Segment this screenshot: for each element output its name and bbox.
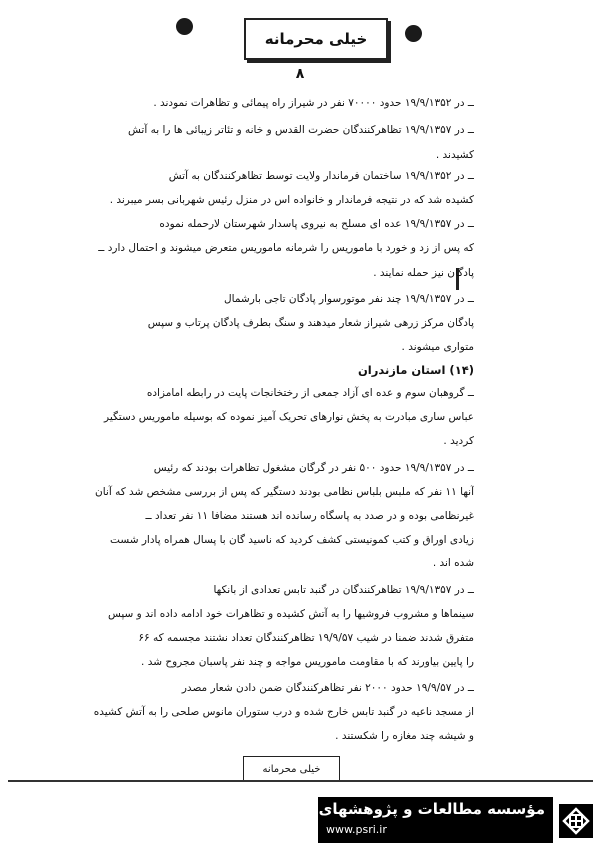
text-line: را پایین بیاورند که با مقاومت ماموریس مواجه و چند نفر پاسبان مجروح شد . xyxy=(141,656,474,668)
classification-stamp-top: خیلی محرمانه xyxy=(244,18,388,60)
text-line: عباس ساری مبادرت به پخش نوارهای تحریک آمیز نموده که بوسیله ماموریس دستگیر xyxy=(104,411,474,423)
bottom-rule xyxy=(8,780,593,782)
text-line: ــ گروهبان سوم و عده ای آزاد جمعی از رختخانجات پایت در رابطه امامزاده xyxy=(146,387,474,399)
text-line: کردید . xyxy=(443,435,474,447)
text-line: کشیدند . xyxy=(435,149,474,161)
text-line: که پس از زد و خورد با ماموریس را شرمانه ماموریس متعرض میشوند و احتمال دارد ــ xyxy=(98,242,474,254)
publisher-banner xyxy=(256,797,553,843)
text-line: متفرق شدند ضمنا در شیب ۱۹/۹/۵۷ تظاهرکنندگان تعداد نشتند مجسمه که ۶۶ xyxy=(138,632,474,644)
page-number: ۸ xyxy=(295,66,305,82)
section-heading: (۱۴) استان مازندران xyxy=(357,363,474,377)
text-line: ــ در ۱۹/۹/۱۳۵۲ حدود ۷۰۰۰۰ نفر در شیراز راه پیمائی و تظاهرات نمودند . xyxy=(153,97,474,109)
punch-hole xyxy=(405,25,422,42)
text-line: زیادی اوراق و کتب کمونیستی کشف کردید که ناسید گان با پسال همراه پادار شست xyxy=(110,534,474,546)
text-line: از مسجد ناعیه در گنبد تابس خارج شده و درب ستوران مانوس صلحی را به آتش کشیده xyxy=(93,706,474,718)
text-line: متواری میشوند . xyxy=(401,341,474,353)
text-line: سینماها و مشروب فروشیها را به آتش کشیده و تظاهرات خود ادامه داده اند و سپس xyxy=(107,608,474,620)
text-line: شده اند . xyxy=(432,557,474,569)
text-line: ــ در ۱۹/۹/۱۳۵۷ تظاهرکنندگان در گنبد تابس تعدادی از بانکها xyxy=(213,584,474,596)
text-line: ــ در ۱۹/۹/۱۳۵۷ عده ای مسلح به نیروی پاسدار شهرستان لارحمله نموده xyxy=(159,218,474,230)
text-line: پادگان نیز حمله نمایند . xyxy=(373,267,474,279)
publisher-logo-icon xyxy=(559,804,593,838)
classification-stamp-bottom: خیلی محرمانه xyxy=(243,756,340,782)
text-line: ــ در ۱۹/۹/۱۳۵۷ چند نفر موتورسوار پادگان تاجی بارشمال xyxy=(224,293,474,305)
text-line: غیرنظامی بوده و در صدد به پاسگاه رسانده اند هستند مضافا ۱۱ نفر تعداد ــ xyxy=(145,510,474,522)
text-line: آنها ۱۱ نفر که ملبس بلباس نظامی بودند دستگیر که پس از بررسی مشخص شد که آنان xyxy=(94,486,474,498)
text-line: پادگان مرکز زرهی شیراز شعار میدهند و سنگ بطرف پادگان پرتاب و سپس xyxy=(147,317,474,329)
text-line: و شیشه چند مغازه را شکستند . xyxy=(335,730,474,742)
text-line: کشیده شد که در نتیجه فرماندار و خانواده اس در منزل رئیس شهربانی بسر میبرند . xyxy=(109,194,474,206)
text-line: ــ در ۱۹/۹/۱۳۵۲ ساختمان فرماندار ولایت توسط تظاهرکنندگان به آتش xyxy=(168,170,474,182)
text-line: ــ در ۱۹/۹/۱۳۵۷ تظاهرکنندگان حضرت القدس و خانه و تئاتر زیبائی ها را به آتش xyxy=(128,124,474,136)
text-line: ــ در ۱۹/۹/۱۳۵۷ حدود ۵۰۰ نفر در گرگان مشغول تظاهرات بودند که رئیس xyxy=(153,462,474,474)
text-line: ــ در ۱۹/۹/۵۷ حدود ۲۰۰۰ نفر تظاهرکنندگان ضمن دادن شعار مصدر xyxy=(181,682,474,694)
punch-hole xyxy=(176,18,193,35)
publisher-url[interactable]: www.psri.ir xyxy=(326,823,387,836)
publisher-name: مؤسسه مطالعات و پژوهشهای سیاسی xyxy=(256,800,545,818)
